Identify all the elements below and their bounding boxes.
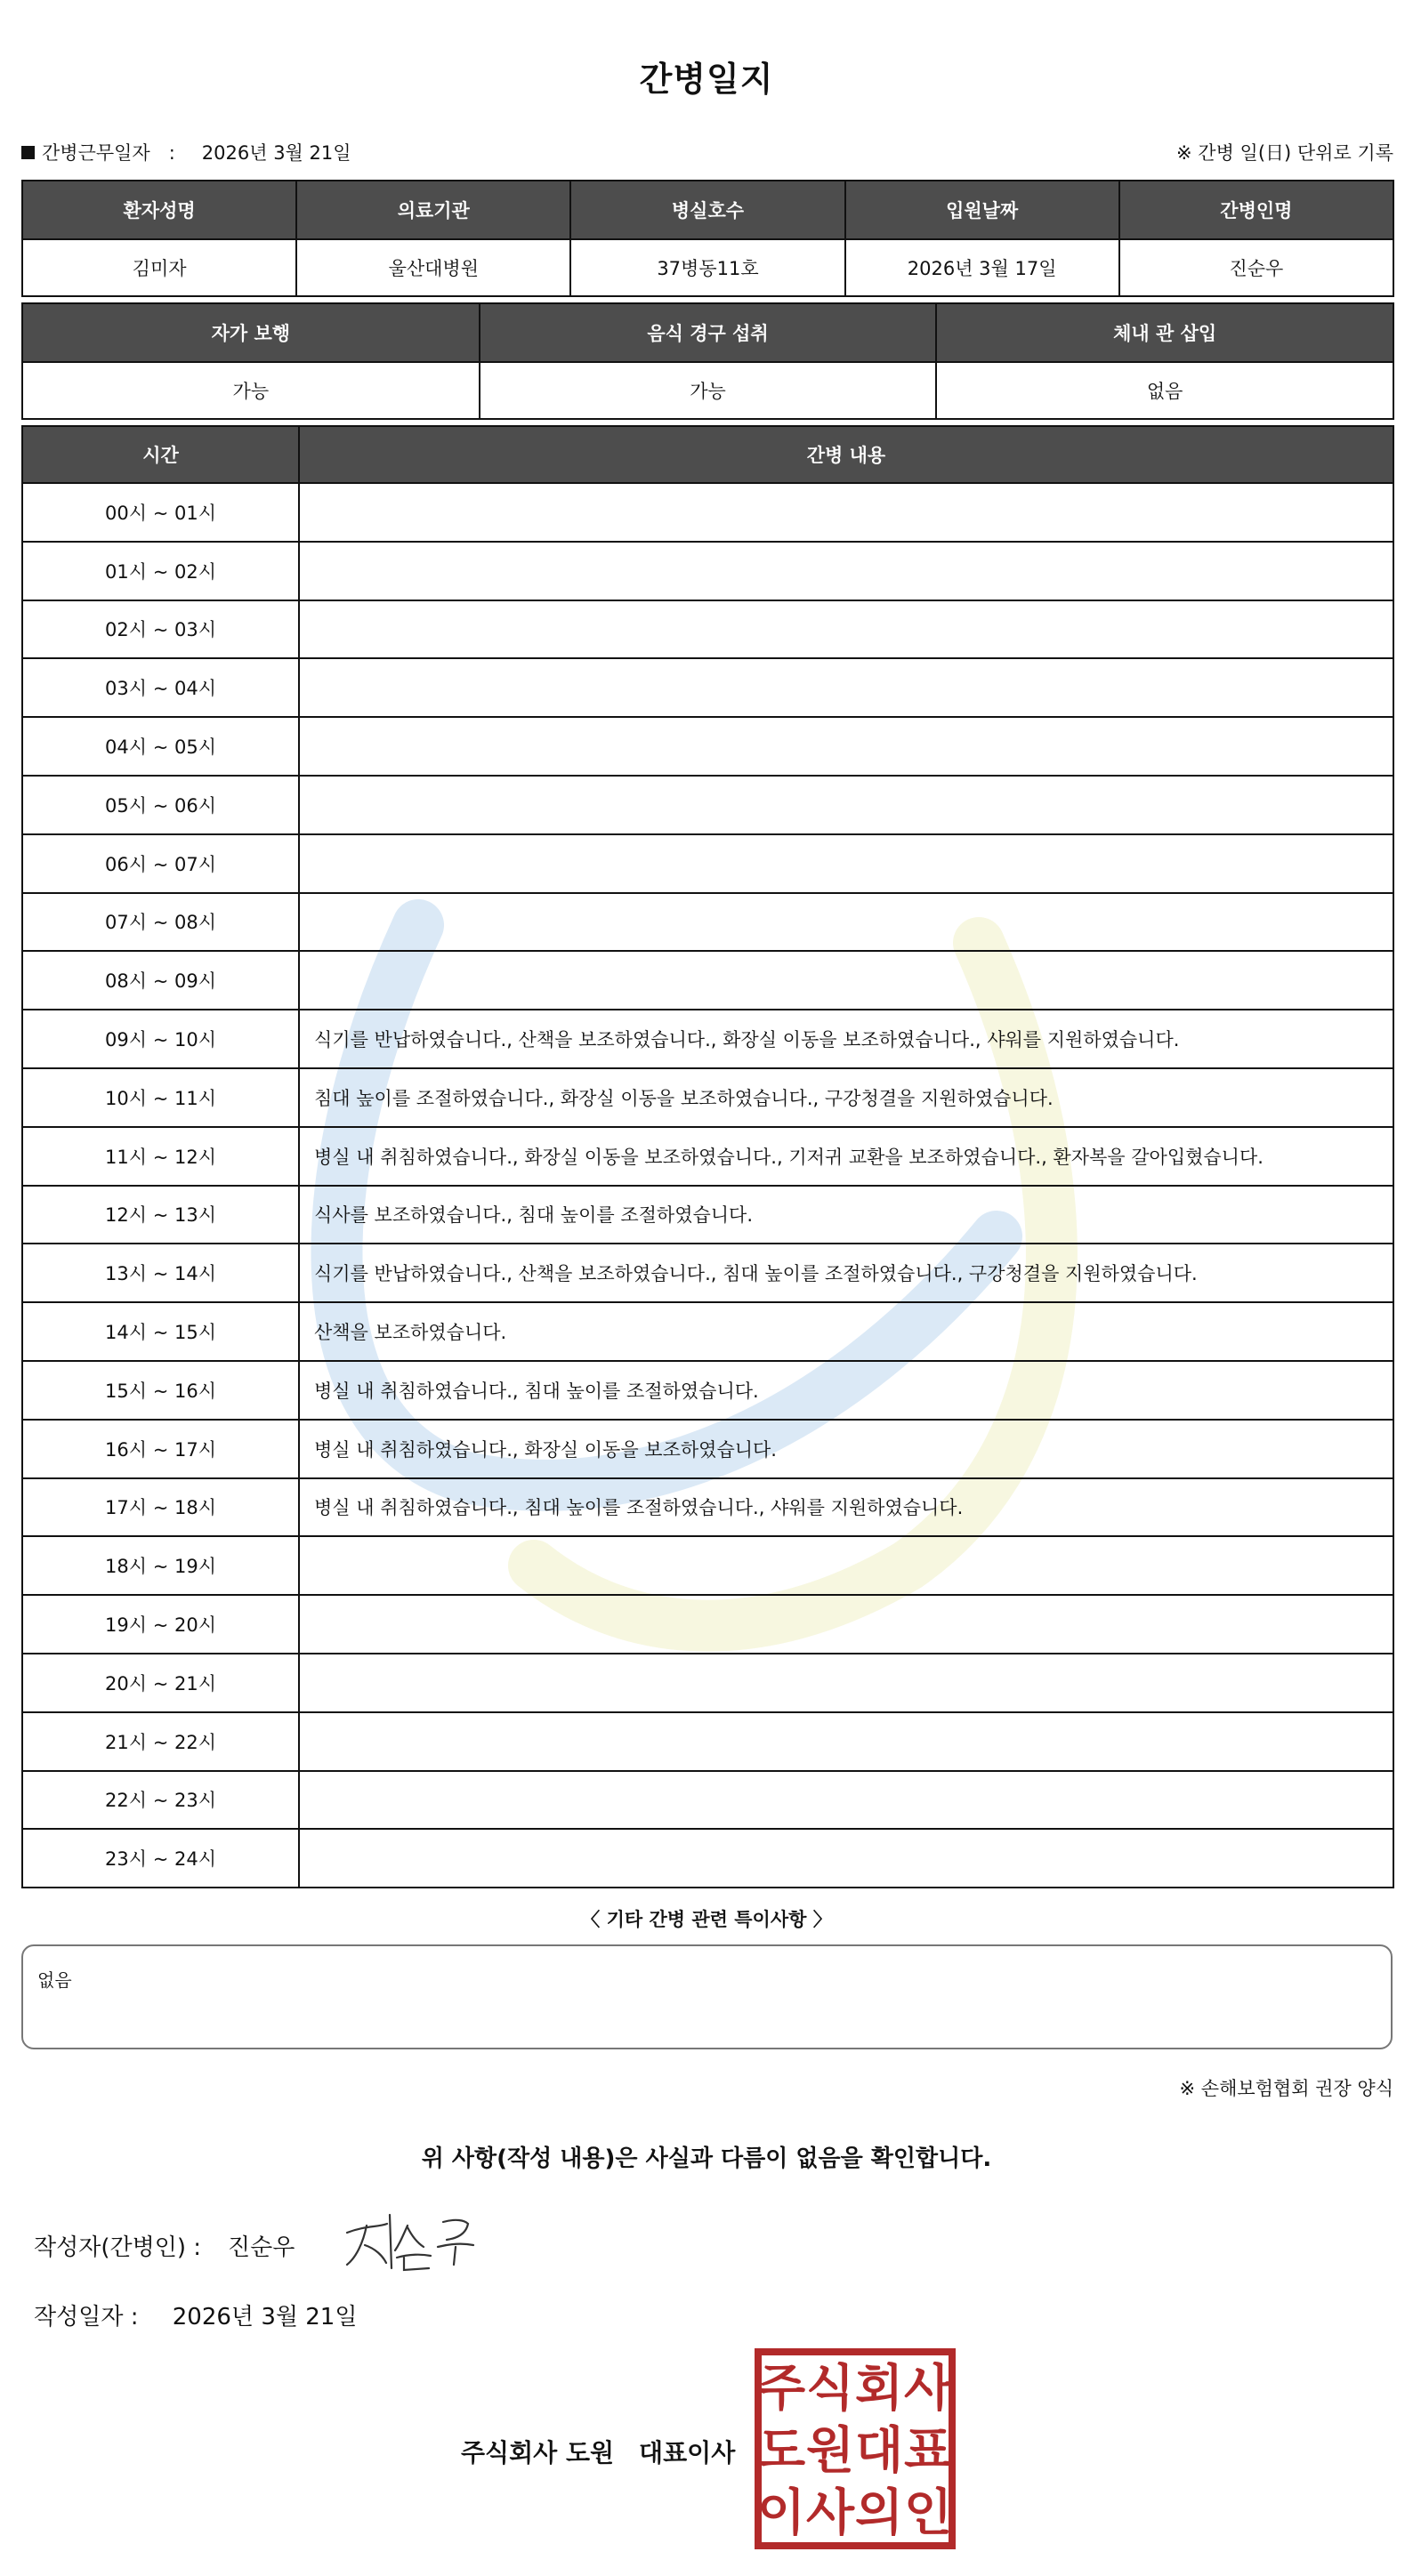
write-date-label: 작성일자 : [34, 2304, 139, 2330]
table-row [22, 1478, 1393, 1537]
table-row [22, 1361, 1393, 1420]
care-content [299, 658, 1393, 717]
table-row [22, 1829, 1393, 1888]
care-content: 병실 내 취침하였습니다., 화장실 이동을 보조하였습니다., 기저귀 교환을 보조하였습니다., 환자복을 갈아입혔습니다. [299, 1127, 1393, 1186]
seal-character: 회 [854, 2360, 904, 2418]
writer-name: 진순우 [228, 2234, 295, 2261]
time-slot: 11시 ~ 12시 [22, 1127, 299, 1186]
seal-character: 대 [854, 2422, 904, 2480]
table-row [22, 1595, 1393, 1654]
ceo-title: 대표이사 [639, 2438, 736, 2467]
time-slot: 23시 ~ 24시 [22, 1829, 299, 1888]
care-content [299, 776, 1393, 834]
time-slot: 12시 ~ 13시 [22, 1186, 299, 1244]
table-row [22, 951, 1393, 1010]
time-slot: 09시 ~ 10시 [22, 1010, 299, 1068]
header-self-walking: 자가 보행 [22, 303, 480, 362]
time-slot: 16시 ~ 17시 [22, 1420, 299, 1478]
table-row [22, 600, 1393, 659]
caregiver-name: 진순우 [1119, 239, 1393, 296]
table-row [22, 542, 1393, 600]
tube-insertion: 없음 [936, 362, 1393, 419]
patient-info-table [21, 180, 1394, 297]
square-bullet-icon [21, 146, 35, 159]
care-content [299, 1595, 1393, 1654]
room: 37병동11호 [570, 239, 844, 296]
time-slot: 17시 ~ 18시 [22, 1478, 299, 1537]
confirmation-statement: 위 사항(작성 내용)은 사실과 다름이 없음을 확인합니다. [421, 2145, 992, 2172]
care-content: 병실 내 취침하였습니다., 화장실 이동을 보조하였습니다. [299, 1420, 1393, 1478]
company-seal [755, 2348, 956, 2549]
care-content [299, 717, 1393, 776]
care-content [299, 893, 1393, 952]
seal-character: 식 [805, 2360, 855, 2418]
header-tube-insertion: 체내 관 삽입 [936, 303, 1393, 362]
time-slot: 19시 ~ 20시 [22, 1595, 299, 1654]
form-footnote: ※ 손해보험협회 권장 양식 [1179, 2078, 1393, 2099]
notes-caption: 〈 기타 간병 관련 특이사항 〉 [581, 1909, 832, 1930]
notes-box [21, 1944, 1393, 2049]
care-content: 식기를 반납하였습니다., 산책을 보조하였습니다., 화장실 이동을 보조하였습니다., 샤워를 지원하였습니다. [299, 1010, 1393, 1068]
time-slot: 06시 ~ 07시 [22, 834, 299, 893]
seal-character: 의 [854, 2484, 904, 2542]
hospital: 울산대병원 [296, 239, 570, 296]
patient-status-table [21, 302, 1394, 420]
table-row [22, 1420, 1393, 1478]
time-slot: 21시 ~ 22시 [22, 1712, 299, 1771]
table-row [22, 893, 1393, 952]
header-oral-intake: 음식 경구 섭취 [480, 303, 937, 362]
table-row [22, 1010, 1393, 1068]
time-slot: 13시 ~ 14시 [22, 1244, 299, 1302]
oral-intake: 가능 [480, 362, 937, 419]
time-slot: 18시 ~ 19시 [22, 1536, 299, 1595]
seal-character: 주 [756, 2360, 806, 2418]
care-content [299, 1771, 1393, 1830]
table-row [22, 1068, 1393, 1127]
table-row [22, 776, 1393, 834]
table-row [22, 717, 1393, 776]
care-content [299, 1829, 1393, 1888]
time-slot: 20시 ~ 21시 [22, 1654, 299, 1712]
header-admission-date: 입원날짜 [845, 181, 1119, 239]
seal-character: 도 [756, 2422, 806, 2480]
care-content: 침대 높이를 조절하였습니다., 화장실 이동을 보조하였습니다., 구강청결을 지원하였습니다. [299, 1068, 1393, 1127]
company-line [461, 2434, 735, 2469]
write-date-value: 2026년 3월 21일 [172, 2304, 358, 2330]
care-content [299, 1536, 1393, 1595]
work-date-value: 2026년 3월 21일 [201, 142, 351, 164]
table-row [22, 1244, 1393, 1302]
header-caregiver-name: 간병인명 [1119, 181, 1393, 239]
header-hospital: 의료기관 [296, 181, 570, 239]
time-slot: 14시 ~ 15시 [22, 1302, 299, 1361]
table-row [22, 1186, 1393, 1244]
care-content: 식기를 반납하였습니다., 산책을 보조하였습니다., 침대 높이를 조절하였습니다., 구강청결을 지원하였습니다. [299, 1244, 1393, 1302]
header-care-content: 간병 내용 [299, 426, 1393, 483]
time-slot: 01시 ~ 02시 [22, 542, 299, 600]
time-slot: 04시 ~ 05시 [22, 717, 299, 776]
self-walking: 가능 [22, 362, 480, 419]
signature [338, 2206, 480, 2277]
time-slot: 15시 ~ 16시 [22, 1361, 299, 1420]
seal-character: 사 [903, 2360, 953, 2418]
daily-record-note: ※ 간병 일(日) 단위로 기록 [1176, 142, 1393, 164]
writer-label: 작성자(간병인) : [34, 2234, 202, 2261]
care-content [299, 1712, 1393, 1771]
time-slot: 02시 ~ 03시 [22, 600, 299, 659]
seal-character: 이 [756, 2484, 806, 2542]
seal-character: 사 [805, 2484, 855, 2542]
table-row [22, 1536, 1393, 1595]
table-row [22, 658, 1393, 717]
seal-character: 인 [903, 2484, 953, 2542]
work-date [21, 139, 351, 165]
seal-character: 원 [805, 2422, 855, 2480]
page-title: 간병일지 [639, 60, 774, 99]
care-content [299, 1654, 1393, 1712]
care-content: 병실 내 취침하였습니다., 침대 높이를 조절하였습니다., 샤워를 지원하였습니다. [299, 1478, 1393, 1537]
time-slot: 05시 ~ 06시 [22, 776, 299, 834]
time-slot: 03시 ~ 04시 [22, 658, 299, 717]
care-content [299, 483, 1393, 542]
table-row [22, 834, 1393, 893]
seal-character: 표 [903, 2422, 953, 2480]
writer-line [34, 2229, 295, 2262]
care-content [299, 834, 1393, 893]
header-room: 병실호수 [570, 181, 844, 239]
care-content [299, 542, 1393, 600]
admission-date: 2026년 3월 17일 [845, 239, 1119, 296]
time-slot: 10시 ~ 11시 [22, 1068, 299, 1127]
write-date-line [34, 2298, 357, 2331]
care-content [299, 600, 1393, 659]
company-name: 주식회사 도원 [461, 2438, 615, 2467]
care-content: 병실 내 취침하였습니다., 침대 높이를 조절하였습니다. [299, 1361, 1393, 1420]
work-date-label: 간병근무일자 : [42, 142, 175, 164]
table-row [22, 1712, 1393, 1771]
table-row [22, 1302, 1393, 1361]
time-slot: 07시 ~ 08시 [22, 893, 299, 952]
time-slot: 00시 ~ 01시 [22, 483, 299, 542]
table-row [22, 483, 1393, 542]
patient-name: 김미자 [22, 239, 296, 296]
table-row [22, 1127, 1393, 1186]
care-log-table [21, 425, 1394, 1888]
table-row [22, 1771, 1393, 1830]
table-row [22, 1654, 1393, 1712]
time-slot: 22시 ~ 23시 [22, 1771, 299, 1830]
time-slot: 08시 ~ 09시 [22, 951, 299, 1010]
care-content [299, 951, 1393, 1010]
header-patient-name: 환자성명 [22, 181, 296, 239]
notes-text: 없음 [37, 1969, 72, 1991]
care-content: 식사를 보조하였습니다., 침대 높이를 조절하였습니다. [299, 1186, 1393, 1244]
care-content: 산책을 보조하였습니다. [299, 1302, 1393, 1361]
header-time: 시간 [22, 426, 299, 483]
